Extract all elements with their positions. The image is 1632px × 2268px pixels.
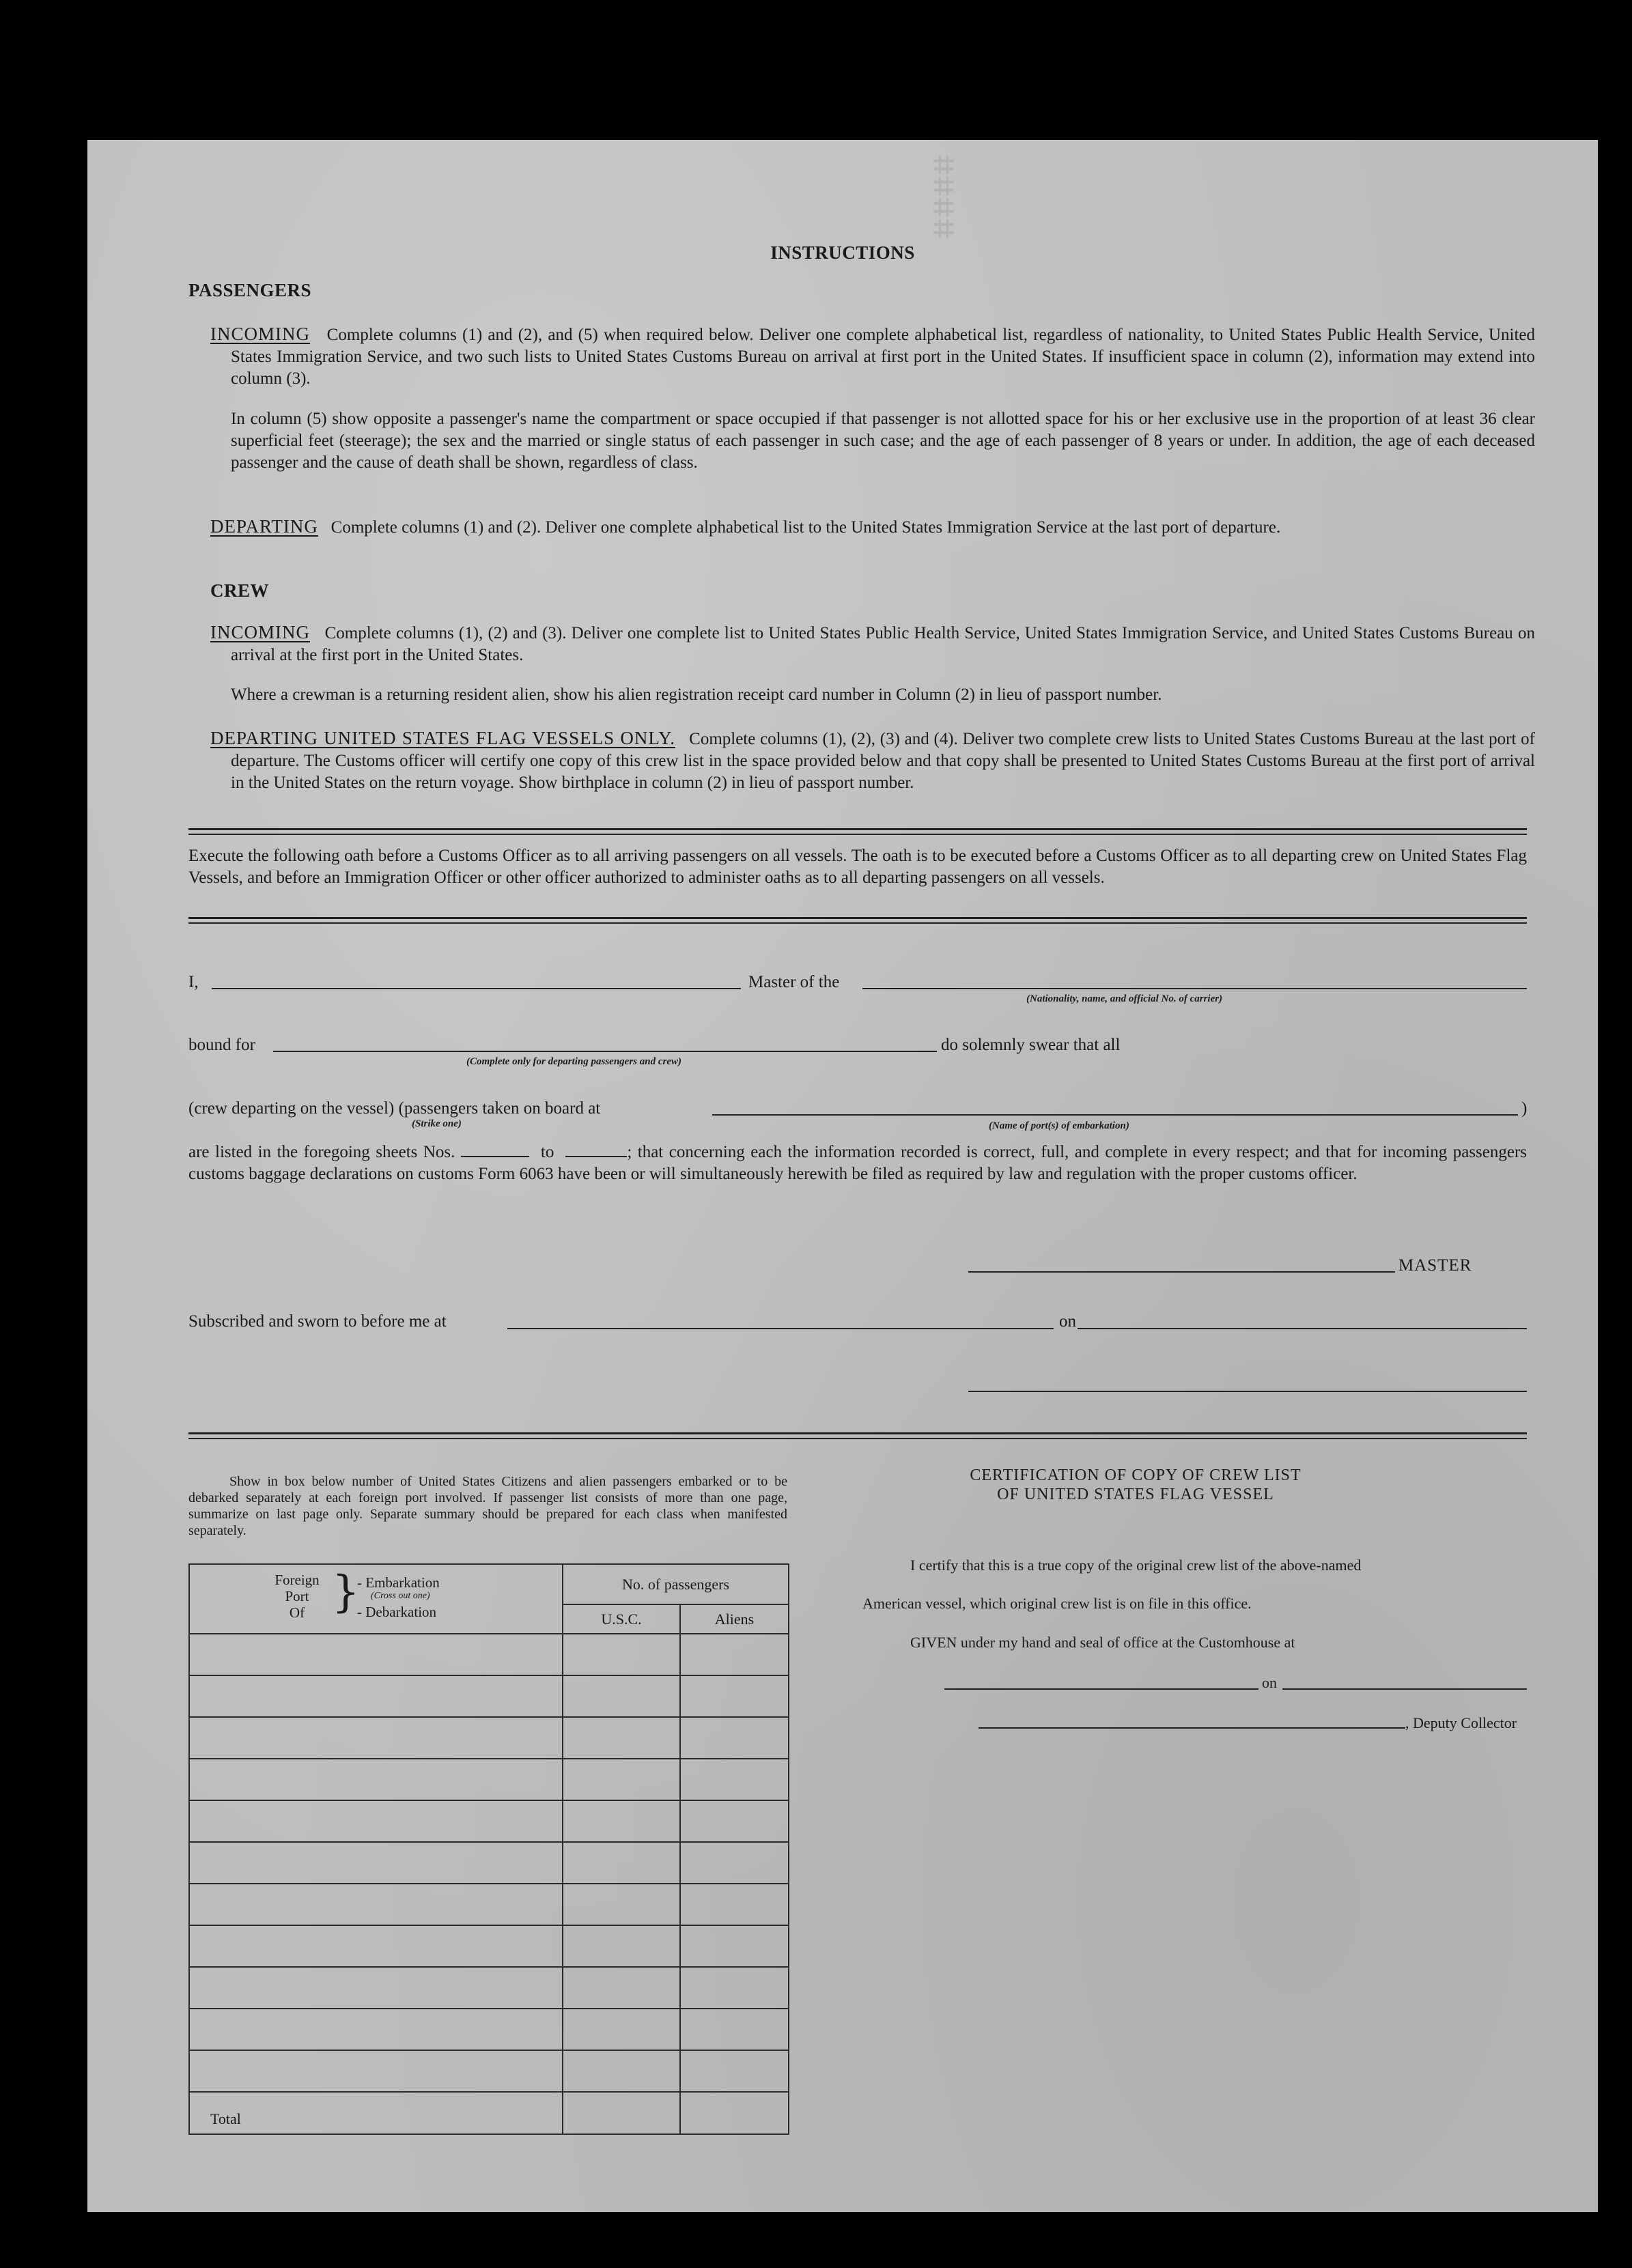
complete-only-note: (Complete only for departing passengers and crew) [466, 1056, 681, 1067]
debarkation-label[interactable]: - Debarkation [357, 1604, 437, 1620]
port-cell[interactable] [189, 1884, 563, 1925]
brace-icon: } [332, 1567, 360, 1617]
summary-instructions-block [188, 1473, 787, 1539]
usc-cell[interactable] [563, 1884, 680, 1925]
aliens-cell[interactable] [680, 1842, 789, 1884]
port-cell[interactable] [189, 1842, 563, 1884]
crew-departing-text: Complete columns (1), (2), (3) and (4). Deliver two complete crew lists to United States Customs Bureau at the last port of departure. The Customs officer will certify one copy of this crew list in the space provided below and that copy shall be presented to United States Customs Bureau at the first port of arrival in the United States on the return voyage. Show birthplace in column (2) in lieu of passport number. [231, 730, 1536, 792]
bound-for-label: bound for [188, 1036, 255, 1054]
usc-cell[interactable] [563, 1717, 680, 1759]
listed-pre-text: are listed in the foregoing sheets Nos. [188, 1143, 455, 1161]
sheet-from-field[interactable] [461, 1142, 529, 1157]
usc-cell[interactable] [563, 1967, 680, 2009]
usc-cell[interactable] [563, 1634, 680, 1675]
nationality-note: (Nationality, name, and official No. of carrier) [1026, 993, 1223, 1004]
master-label: MASTER [1398, 1256, 1472, 1275]
certify-line-2: American vessel, which original crew list is on file in this office. [862, 1595, 1252, 1612]
usc-header: U.S.C. [563, 1604, 680, 1634]
aliens-cell[interactable] [680, 2009, 789, 2050]
divider-rule [188, 917, 1527, 924]
officer-signature-field[interactable] [968, 1391, 1527, 1392]
summary-instructions-text: Show in box below number of United States Citizens and alien passengers embarked or to be debarked separately at each foreign port involved. If passenger list consists of more than one page, summarize on last page only. Separate summary should be prepared for each class when manifested separately. [188, 1474, 787, 1538]
port-cell[interactable] [189, 2009, 563, 2050]
aliens-total-cell[interactable] [680, 2092, 789, 2134]
cert-on-label: on [1262, 1674, 1277, 1691]
aliens-cell[interactable] [680, 1925, 789, 1967]
crew-departing-label: DEPARTING UNITED STATES FLAG VESSELS ONLY. [210, 728, 675, 748]
embarkation-port-field[interactable] [712, 1114, 1518, 1116]
aliens-cell[interactable] [680, 1967, 789, 2009]
aliens-cell[interactable] [680, 1634, 789, 1675]
crew-heading: CREW [210, 580, 270, 601]
crew-departing-block [210, 727, 1535, 794]
of-word: Of [289, 1604, 305, 1621]
aliens-cell[interactable] [680, 2050, 789, 2092]
aliens-cell[interactable] [680, 1759, 789, 1800]
close-paren: ) [1521, 1099, 1528, 1118]
foreign-port-of-label [266, 1572, 328, 1621]
passengers-heading: PASSENGERS [188, 280, 312, 300]
ports-summary-table [188, 1563, 789, 2135]
crew-paren-label: (crew departing on the vessel) (passengers taken on board at [188, 1099, 601, 1118]
swear-label: do solemnly swear that all [941, 1036, 1121, 1054]
sworn-on-field[interactable] [1078, 1328, 1527, 1329]
passengers-incoming-block [210, 323, 1535, 390]
usc-cell[interactable] [563, 1842, 680, 1884]
master-name-field[interactable] [212, 988, 741, 989]
bleed-through-marks: ⵌⵌⵌⵌ [927, 154, 959, 240]
usc-cell[interactable] [563, 2050, 680, 2092]
crew-incoming-label: INCOMING [210, 622, 310, 642]
cert-date-field[interactable] [1282, 1688, 1527, 1690]
usc-cell[interactable] [563, 1925, 680, 1967]
port-cell[interactable] [189, 1967, 563, 2009]
subscribed-label: Subscribed and sworn to before me at [188, 1312, 447, 1331]
master-of-label: Master of the [748, 973, 840, 991]
port-cell[interactable] [189, 1800, 563, 1842]
port-cell[interactable] [189, 2050, 563, 2092]
master-signature-field[interactable] [968, 1271, 1395, 1273]
port-cell[interactable] [189, 1717, 563, 1759]
no-of-passengers-header: No. of passengers [563, 1564, 789, 1604]
sheet-to-field[interactable] [565, 1142, 627, 1157]
customhouse-field[interactable] [944, 1688, 1258, 1690]
sworn-at-field[interactable] [507, 1328, 1054, 1329]
total-label: Total [189, 2092, 563, 2134]
bound-for-field[interactable] [273, 1051, 937, 1052]
passengers-departing-label: DEPARTING [210, 516, 318, 537]
oath-intro-text: Execute the following oath before a Customs Officer as to all arriving passengers on all vessels. The oath is to be executed before a Customs Officer as to all departing crew on United States Flag Vessels, and before an Immigration Officer or other officer authorized to administer oaths as to all departing passengers on all vessels. [188, 847, 1527, 887]
form-sheet [87, 140, 1598, 2212]
divider-rule [188, 828, 1527, 835]
port-cell[interactable] [189, 1634, 563, 1675]
usc-total-cell[interactable] [563, 2092, 680, 2134]
usc-cell[interactable] [563, 1675, 680, 1717]
column5-text: In column (5) show opposite a passenger's name the compartment or space occupied if that passenger is not allotted space for his or her exclusive use in the proportion of at least 36 clear superficial feet (steerage); the sex and the married or single status of each passenger in such case; and the age of each passenger of 8 years or under. In addition, the age of each deceased passenger and the cause of death shall be shown, regardless of class. [231, 410, 1535, 472]
usc-cell[interactable] [563, 2009, 680, 2050]
crewman-block [231, 684, 1535, 706]
crewman-text: Where a crewman is a returning resident alien, show his alien registration receipt card number in Column (2) in lieu of passport number. [231, 685, 1162, 704]
usc-cell[interactable] [563, 1800, 680, 1842]
listed-block [188, 1142, 1527, 1185]
crew-incoming-text: Complete columns (1), (2) and (3). Deliver one complete list to United States Public Health Service, United States Immigration Service, and United States Customs Bureau on arrival at the first port in the United States. [231, 624, 1535, 664]
certify-line-1: I certify that this is a true copy of the original crew list of the above-named [910, 1557, 1362, 1574]
oath-intro-block [188, 845, 1527, 889]
cross-out-note: (Cross out one) [371, 1591, 430, 1601]
deputy-collector-label: , Deputy Collector [1405, 1714, 1517, 1731]
ports-note: (Name of port(s) of embarkation) [989, 1120, 1129, 1131]
usc-cell[interactable] [563, 1759, 680, 1800]
embarkation-label[interactable]: - Embarkation [357, 1574, 440, 1591]
divider-rule [188, 1432, 1527, 1439]
passengers-departing-block [210, 515, 1535, 539]
on-label: on [1059, 1312, 1076, 1331]
aliens-cell[interactable] [680, 1675, 789, 1717]
foreign-port-header-cell [189, 1564, 563, 1634]
port-cell[interactable] [189, 1759, 563, 1800]
deputy-signature-field[interactable] [979, 1727, 1405, 1729]
to-label: to [540, 1143, 554, 1161]
instructions-title: INSTRUCTIONS [770, 242, 915, 263]
oath-i-label: I, [188, 973, 199, 991]
aliens-cell[interactable] [680, 1884, 789, 1925]
column5-block [231, 408, 1535, 474]
foreign-word: Foreign [275, 1572, 320, 1588]
listed-post-text: ; that concerning each the information recorded is correct, full, and complete in every respect; and that for incoming passengers customs baggage declarations on customs Form 6063 have been or will simultaneously herewith be filed as required by law and regulation with the proper customs officer. [188, 1143, 1528, 1183]
port-word: Port [285, 1588, 309, 1604]
carrier-field[interactable] [862, 988, 1527, 989]
given-text: GIVEN under my hand and seal of office at the Customhouse at [910, 1634, 1295, 1651]
aliens-header: Aliens [680, 1604, 789, 1634]
certification-title-2: OF UNITED STATES FLAG VESSEL [997, 1486, 1274, 1503]
port-cell[interactable] [189, 1925, 563, 1967]
passengers-incoming-text: Complete columns (1) and (2), and (5) when required below. Deliver one complete alphabetical list, regardless of nationality, to United States Public Health Service, United States Immigration Service, and two such lists to United States Customs Bureau on arrival at first port in the United States. If insufficient space in column (2), information may extend into column (3). [231, 326, 1535, 388]
aliens-cell[interactable] [680, 1800, 789, 1842]
crew-incoming-block [210, 621, 1535, 666]
passengers-incoming-label: INCOMING [210, 324, 310, 344]
passengers-departing-text: Complete columns (1) and (2). Deliver one complete alphabetical list to the United States Immigration Service at the last port of departure. [330, 518, 1281, 537]
port-cell[interactable] [189, 1675, 563, 1717]
strike-note: (Strike one) [412, 1118, 462, 1129]
certification-title-1: CERTIFICATION OF COPY OF CREW LIST [970, 1466, 1302, 1484]
aliens-cell[interactable] [680, 1717, 789, 1759]
